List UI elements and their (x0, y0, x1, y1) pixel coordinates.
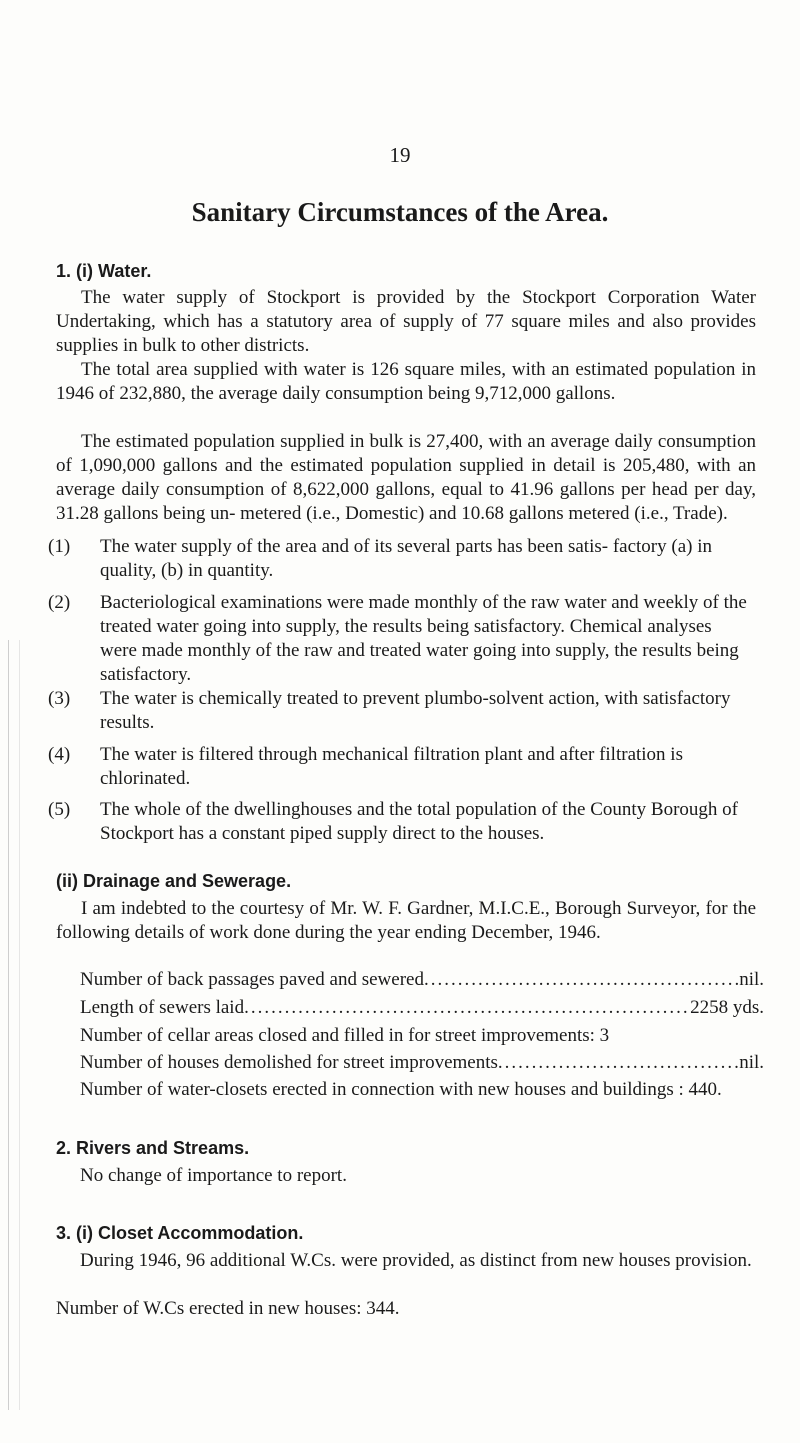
water-item-3 (48, 687, 750, 735)
drainage-row-water-closets: Number of water-closets erected in connection with new houses and buildings : 440. (80, 1079, 722, 1100)
item-text: Bacteriological examinations were made monthly of the raw water and weekly of the treated water going into supply, the results being satisfactory. Chemical analyses were made monthly of the raw and treated water going into supply, the results being satisfactory. (100, 592, 747, 685)
dot-leader (244, 996, 690, 1020)
water-paragraph-3: The estimated population supplied in bulk is 27,400, with an average daily consumption of 1,090,000 gallons and the estimated population supplied in detail is 205,480, with an average daily consumption of 8,622,000 gallons, equal to 41.96 gallons per head per day, 31.28 gallons being un- metered (i.e., Domestic) and 10.68 gallons metered (i.e., Trade). (56, 431, 756, 524)
water-item-2 (48, 591, 750, 687)
drainage-row-back-passages (80, 968, 764, 992)
row-value: nil. (739, 1052, 764, 1073)
item-number: (2) (48, 592, 71, 613)
row-label: Length of sewers laid (80, 997, 245, 1018)
water-item-5 (48, 798, 750, 846)
page-number: 19 (389, 143, 411, 167)
page-title: Sanitary Circumstances of the Area. (191, 197, 609, 227)
section-heading-closet: 3. (i) Closet Accommodation. (56, 1223, 304, 1243)
row-label: Number of back passages paved and sewered (80, 969, 424, 990)
row-label: Number of houses demolished for street improvements (80, 1052, 498, 1073)
section-heading-rivers: 2. Rivers and Streams. (56, 1138, 250, 1158)
item-text: The water supply of the area and of its several parts has been satis- factory (a) in quality, (b) in quantity. (100, 536, 712, 581)
drainage-row-demolished (80, 1051, 764, 1075)
section-heading-water: 1. (i) Water. (56, 261, 152, 281)
drainage-row-sewers (80, 996, 764, 1020)
row-text: Number of cellar areas closed and filled in for street improvements: 3 (80, 1025, 610, 1046)
item-text: The water is filtered through mechanical filtration plant and after filtration is chlorinated. (100, 744, 683, 789)
section-heading-drainage: (ii) Drainage and Sewerage. (56, 871, 292, 891)
water-paragraph-1: The water supply of Stockport is provided by the Stockport Corporation Water Undertaking, which has a statutory area of supply of 77 square miles and also provides supplies in bulk to other districts. (56, 287, 756, 356)
page-edge-shadow (8, 640, 20, 1410)
row-value: 2258 yds. (690, 997, 764, 1018)
row-value: nil. (739, 969, 764, 990)
dot-leader (424, 968, 739, 992)
water-paragraph-2: The total area supplied with water is 126 square miles, with an estimated population in 1946 of 232,880, the average daily consumption being 9,712,000 gallons. (56, 359, 756, 404)
drainage-intro: I am indebted to the courtesy of Mr. W. F. Gardner, M.I.C.E., Borough Surveyor, for the following details of work done during the year ending December, 1946. (56, 898, 756, 943)
drainage-row-cellar (80, 1024, 764, 1048)
dot-leader (498, 1051, 739, 1075)
item-text: The whole of the dwellinghouses and the total population of the County Borough of Stockport has a constant piped supply direct to the houses. (100, 799, 738, 844)
item-number: (3) (48, 688, 71, 709)
item-text: The water is chemically treated to prevent plumbo-solvent action, with satisfactory results. (100, 688, 731, 733)
item-number: (4) (48, 744, 71, 765)
item-number: (1) (48, 536, 71, 557)
water-item-1 (48, 535, 750, 583)
closet-text: During 1946, 96 additional W.Cs. were provided, as distinct from new houses provision. (80, 1250, 752, 1271)
item-number: (5) (48, 799, 71, 820)
rivers-text: No change of importance to report. (80, 1165, 347, 1186)
closet-new-houses: Number of W.Cs erected in new houses: 344. (56, 1298, 400, 1319)
water-item-4 (48, 743, 750, 791)
